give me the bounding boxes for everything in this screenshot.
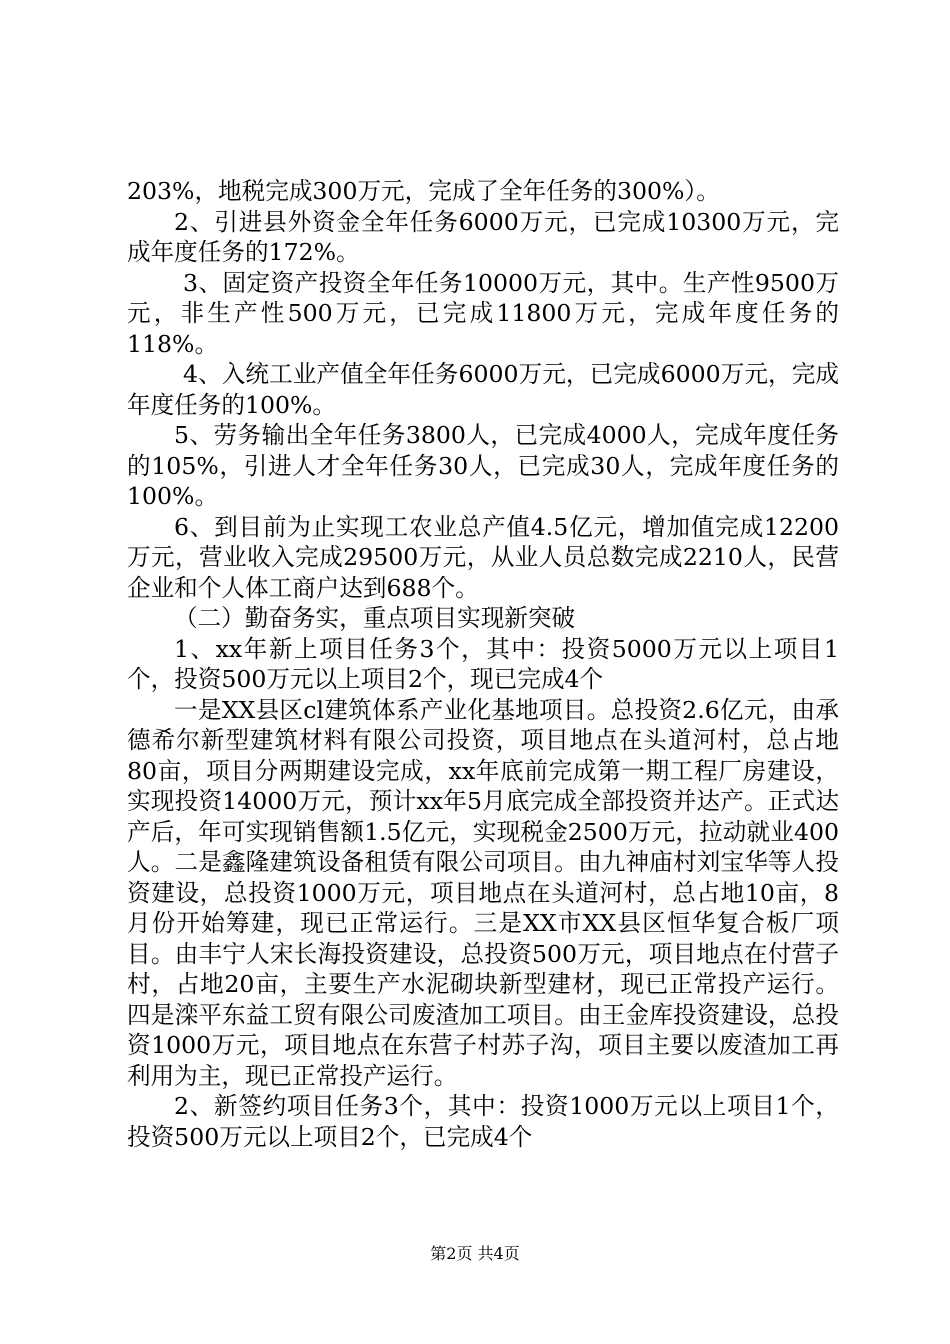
document-body [127, 176, 839, 1152]
paragraph-external-funds: 2、引进县外资金全年任务6000万元，已完成10300万元，完成年度任务的172%。 [127, 207, 839, 266]
paragraph-signed-projects: 2、新签约项目任务3个，其中：投资1000万元以上项目1个，投资500万元以上项目2个，已完成4个 [127, 1092, 839, 1151]
paragraph-industrial-output: 4、入统工业产值全年任务6000万元，已完成6000万元，完成年度任务的100%。 [127, 360, 839, 419]
paragraph-fixed-assets: 3、固定资产投资全年任务10000万元，其中。生产性9500万元，非生产性500万元，已完成11800万元，完成年度任务的118%。 [127, 268, 839, 358]
section-heading: （二）勤奋务实，重点项目实现新突破 [174, 604, 576, 632]
paragraph-tax-summary: 203%，地税完成300万元，完成了全年任务的300%）。 [127, 177, 720, 205]
paragraph-project-details: 一是XX县区cl建筑体系产业化基地项目。总投资2.6亿元，由承德希尔新型建筑材料有限公司投资，项目地点在头道河村，总占地80亩，项目分两期建设完成，xx年底前完成第一期工程厂房建设，实现投资14000万元，预计xx年5月底完成全部投资并达产。正式达产后，年可实现销售额1.5亿元，实现税金2500万元，拉动就业400人。二是鑫隆建筑设备租赁有限公司项目。由九神庙村刘宝华等人投资建设，总投资1000万元，项目地点在头道河村，总占地10亩，8月份开始筹建，现已正常运行。三是XX市XX县区恒华复合板厂项目。由丰宁人宋长海投资建设，总投资500万元，项目地点在付营子村，占地20亩，主要生产水泥砌块新型建材，现已正常投产运行。四是滦平东益工贸有限公司废渣加工项目。由王金库投资建设，总投资1000万元，项目地点在东营子村苏子沟，项目主要以废渣加工再利用为主，现已正常投产运行。 [127, 695, 839, 1090]
paragraph-total-output: 6、到目前为止实现工农业总产值4.5亿元，增加值完成12200万元，营业收入完成29500万元，从业人员总数完成2210人，民营企业和个人体工商户达到688个。 [127, 512, 839, 602]
paragraph-new-projects: 1、xx年新上项目任务3个，其中：投资5000万元以上项目1个，投资500万元以上项目2个，现已完成4个 [127, 634, 839, 693]
page-number-footer: 第2页 共4页 [430, 1244, 520, 1263]
paragraph-labor-export: 5、劳务输出全年任务3800人，已完成4000人，完成年度任务的105%，引进人才全年任务30人，已完成30人，完成年度任务的100%。 [127, 421, 839, 510]
